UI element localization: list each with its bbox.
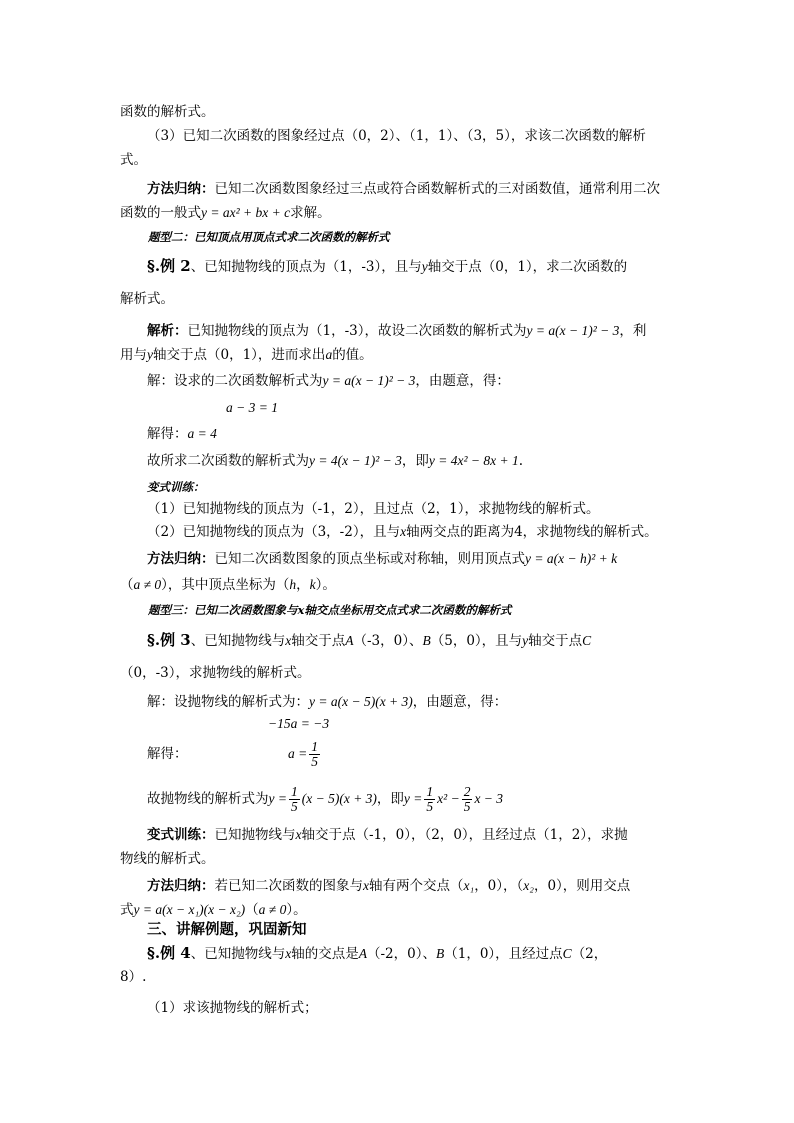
text: 物线的解析式。 <box>120 851 215 867</box>
fraction <box>462 785 473 814</box>
example-2 <box>147 257 627 276</box>
text: 轴交于点 <box>291 633 346 649</box>
text: 轴两交点的距离为4，求抛物线的解析式。 <box>406 524 658 540</box>
var: A <box>358 946 367 961</box>
text: ，由题意，得： <box>415 373 510 389</box>
text: 解：设求的二次函数解析式为 <box>147 373 323 389</box>
var: x <box>363 878 369 893</box>
formula: y = a(x − 5)(x + 3) <box>309 694 413 709</box>
text: 已知二次函数图象经过三点或符合函数解析式的三对函数值，通常利用二次 <box>214 181 660 197</box>
text: ）。 <box>286 902 307 918</box>
formula: a ≠ 0 <box>133 577 162 592</box>
text: 函数的解析式。 <box>120 104 215 120</box>
var: y <box>421 259 428 274</box>
text: 轴交于点（0，1），求二次函数的 <box>427 259 628 275</box>
equation <box>268 715 329 733</box>
var: B <box>435 946 445 961</box>
text: . <box>518 453 524 469</box>
text-line <box>120 664 311 682</box>
var: k <box>309 577 316 592</box>
var: C <box>582 633 592 648</box>
label: 方法归纳： <box>147 878 215 894</box>
text: 已知抛物线与 <box>214 827 296 843</box>
var: x <box>400 524 407 539</box>
section-heading-type-2 <box>148 228 390 246</box>
text: 轴有两个交点（ <box>369 878 464 894</box>
text-line <box>147 745 188 763</box>
numerator: 1 <box>311 739 318 754</box>
text-line <box>147 999 318 1017</box>
formula: −15a = −3 <box>268 716 330 731</box>
text: （0，-3），求抛物线的解析式。 <box>120 665 311 681</box>
var: x <box>285 946 292 961</box>
text: ），其中顶点坐标为（ <box>161 577 290 593</box>
method-summary-2 <box>147 550 617 568</box>
var: h <box>289 577 297 592</box>
text: 若已知二次函数的图象与 <box>214 878 363 894</box>
text: 函数的一般式 <box>120 205 201 221</box>
fraction <box>309 740 320 769</box>
equation <box>226 399 278 417</box>
formula: x − 3 <box>474 791 504 806</box>
text: 用与 <box>120 347 147 363</box>
text: 8）. <box>120 969 147 985</box>
text-line <box>120 290 174 308</box>
text: 故所求二次函数的解析式为 <box>147 453 309 469</box>
numerator: 1 <box>290 784 298 799</box>
denominator: 5 <box>290 799 298 814</box>
text-line <box>147 372 510 390</box>
var: B <box>422 633 431 648</box>
formula: y = a(x − 1)² − 3 <box>526 323 620 338</box>
text: 、已知抛物线与 <box>190 946 286 962</box>
text: 解得： <box>147 426 188 442</box>
text-line <box>147 425 217 443</box>
text: （5，0），且与 <box>430 633 523 649</box>
example-4 <box>147 944 607 963</box>
formula: y = <box>268 791 287 806</box>
label: 方法归纳： <box>147 551 215 567</box>
text: 式。 <box>120 152 147 168</box>
fraction <box>289 785 300 814</box>
text: 、已知抛物线与 <box>190 633 286 649</box>
text: 题型三：已知二次函数图象与x轴交点坐标用交点式求二次函数的解析式 <box>148 603 512 617</box>
text: （1）已知抛物线的顶点为（-1，2），且过点（2，1），求抛物线的解析式。 <box>147 501 600 517</box>
formula: x² − <box>437 791 460 806</box>
text: ，利 <box>619 323 647 339</box>
example-label: §.例 2 <box>147 257 191 275</box>
section-heading-type-3 <box>148 601 511 619</box>
text-line <box>147 452 523 470</box>
text: 解得： <box>147 746 188 762</box>
example-3 <box>147 631 591 650</box>
text: （1）求该抛物线的解析式； <box>147 1000 318 1016</box>
text: 轴的交点是 <box>291 946 359 962</box>
text: 的值。 <box>332 347 373 363</box>
text: （-3，0）、 <box>353 633 423 649</box>
text-line <box>147 523 658 541</box>
formula: a = <box>288 746 308 761</box>
formula: (x − 5)(x + 3) <box>301 791 377 806</box>
method-summary-3 <box>147 877 630 895</box>
text: （2， <box>571 946 608 962</box>
text: ，0），则用交点 <box>533 878 631 894</box>
equation <box>288 738 322 770</box>
formula: y = a(x − x₁)(x − x₂) <box>133 902 246 917</box>
text: ）。 <box>315 577 336 593</box>
formula: y = <box>403 791 423 806</box>
text-line <box>120 103 215 121</box>
text: 已知抛物线的顶点为（1，-3），故设二次函数的解析式为 <box>187 323 527 339</box>
var: x₁ <box>463 878 475 893</box>
numerator: 1 <box>426 784 434 799</box>
analysis-line <box>147 322 646 340</box>
text-line <box>147 500 600 518</box>
text-line <box>147 127 646 145</box>
method-summary-1 <box>147 180 660 198</box>
text: ，即 <box>376 791 404 807</box>
text: （3）已知二次函数的图象经过点（0，2）、（1，1）、（3，5），求该二次函数的解析 <box>147 128 646 144</box>
var: x₂ <box>523 878 534 893</box>
formula: y = 4(x − 1)² − 3 <box>309 453 402 468</box>
text-line <box>147 783 503 815</box>
formula: a = 4 <box>187 426 217 441</box>
text: ， <box>296 577 310 593</box>
text-line <box>147 693 507 711</box>
var: y <box>147 347 153 362</box>
text: （-2，0）、 <box>366 946 436 962</box>
text: （ <box>245 902 259 918</box>
var: A <box>345 633 354 648</box>
numerator: 2 <box>463 784 471 799</box>
text: 轴交于点 <box>528 633 583 649</box>
formula: y = a(x − 1)² − 3 <box>322 373 416 388</box>
example-label: §.例 4 <box>147 944 191 962</box>
formula: a − 3 = 1 <box>226 400 278 415</box>
text-line <box>120 204 331 222</box>
var: x <box>285 633 292 648</box>
text: ，由题意，得： <box>412 694 508 710</box>
text-line <box>120 151 147 169</box>
formula: y = 4x² − 8x + 1 <box>428 453 519 468</box>
label: 方法归纳： <box>147 181 215 197</box>
denominator: 5 <box>311 754 318 769</box>
text: 轴交于点（0，1），进而求出 <box>153 347 326 363</box>
label: 解析： <box>147 323 188 339</box>
label: 变式训练： <box>147 827 215 843</box>
text: 轴交于点（-1，0），（2，0），且经过点（1，2），求抛 <box>301 827 628 843</box>
text: 解析式。 <box>120 291 174 307</box>
text: 、已知抛物线的顶点为（1，-3），且与 <box>190 259 422 275</box>
text: （1，0），且经过点 <box>444 946 563 962</box>
fraction <box>424 785 435 814</box>
formula: y = ax² + bx + c <box>201 205 291 220</box>
text-line <box>120 576 336 594</box>
text: 故抛物线的解析式为 <box>147 791 269 807</box>
variant-training-label <box>147 478 205 496</box>
var: a <box>325 347 333 362</box>
text: 三、讲解例题，巩固新知 <box>147 921 307 938</box>
text: ，即 <box>401 453 429 469</box>
text: 已知二次函数图象的顶点坐标或对称轴，则用顶点式 <box>214 551 525 567</box>
section-heading-3 <box>147 921 307 939</box>
text-line <box>120 850 215 868</box>
text: 求解。 <box>290 205 331 221</box>
formula: a ≠ 0 <box>258 902 287 917</box>
formula: y = a(x − h)² + k <box>525 551 618 566</box>
var: x <box>295 827 302 842</box>
text: （2）已知抛物线的顶点为（3，-2），且与 <box>147 524 401 540</box>
text: 式 <box>120 902 134 918</box>
text-line <box>120 901 307 919</box>
variant-training-2 <box>147 826 628 844</box>
var: C <box>562 946 572 961</box>
var: y <box>522 633 529 648</box>
example-label: §.例 3 <box>147 631 191 649</box>
text: 题型二：已知顶点用顶点式求二次函数的解析式 <box>148 230 390 244</box>
text: （ <box>120 577 134 593</box>
denominator: 5 <box>426 799 434 814</box>
text: 解：设抛物线的解析式为： <box>147 694 309 710</box>
text: 变式训练： <box>147 480 205 494</box>
text-line <box>120 346 373 364</box>
text-line <box>120 968 146 986</box>
denominator: 5 <box>463 799 471 814</box>
text: ，0），（ <box>474 878 524 894</box>
